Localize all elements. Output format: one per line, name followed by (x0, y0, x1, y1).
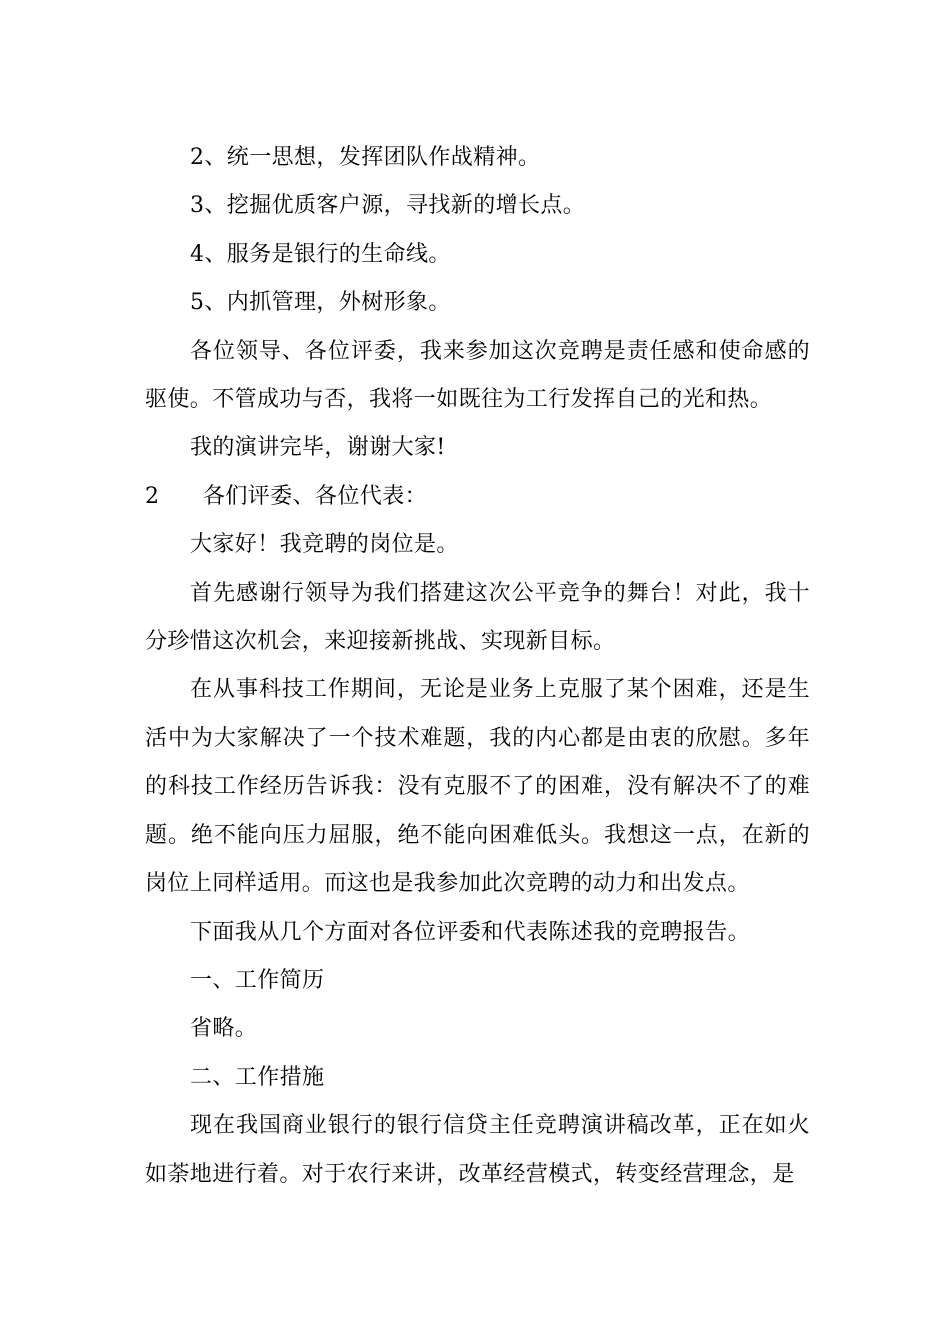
paragraph: 各位领导、各位评委，我来参加这次竞聘是责任感和使命感的驱使。不管成功与否，我将一如既往为工行发挥自己的光和热。 (145, 338, 810, 413)
paragraph: 首先感谢行领导为我们搭建这次公平竞争的舞台！对此，我十分珍惜这次机会，来迎接新挑战、实现新目标。 (145, 580, 810, 655)
paragraph: 2、统一思想，发挥团队作战精神。 (190, 145, 541, 170)
section-heading (145, 473, 810, 521)
paragraph: 一、工作简历 (190, 967, 325, 993)
paragraph: 在从事科技工作期间，无论是业务上克服了某个困难，还是生活中为大家解决了一个技术难题，我的内心都是由衷的欣慰。多年的科技工作经历告诉我：没有克服不了的困难，没有解决不了的难题。绝不能向压力屈服，绝不能向困难低头。我想这一点，在新的岗位上同样适用。而这也是我参加此次竞聘的动力和出发点。 (145, 677, 810, 897)
paragraph: 我的演讲完毕，谢谢大家! (190, 435, 446, 461)
paragraph: 下面我从几个方面对各位评委和代表陈述我的竞聘报告。 (190, 919, 751, 945)
section-number: 2 (145, 483, 160, 509)
paragraph: 5、内抓管理，外树形象。 (190, 290, 451, 316)
paragraph: 大家好！我竞聘的岗位是。 (190, 532, 459, 558)
paragraph: 二、工作措施 (190, 1064, 325, 1090)
paragraph: 省略。 (190, 1016, 258, 1042)
document-body (145, 134, 810, 1199)
paragraph: 现在我国商业银行的银行信贷主任竞聘演讲稿改革，正在如火如荼地进行着。对于农行来讲，改革经营模式，转变经营理念，是 (145, 1113, 810, 1187)
paragraph: 4、服务是银行的生命线。 (190, 241, 451, 267)
paragraph: 3、挖掘优质客户源，寻找新的增长点。 (190, 193, 586, 219)
section-salutation: 各们评委、各位代表： (203, 483, 428, 509)
